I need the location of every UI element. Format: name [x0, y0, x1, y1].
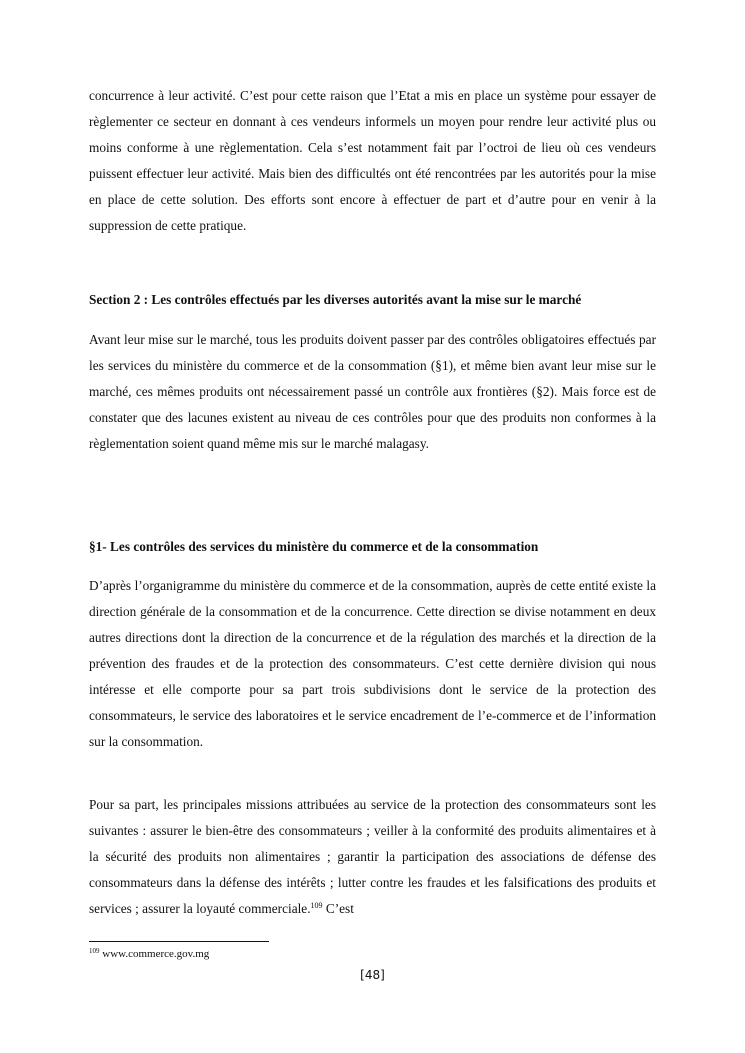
- footnote-reference: 109: [310, 901, 323, 910]
- paragraph-missions-text: Pour sa part, les principales missions attribuées au service de la protection des consommateurs sont les suivantes : assurer le bien-être des consommateurs ; veiller à la conformité des produits alimentaires et à la sécurité des produits non alimentaires ; garantir la participation des associations de défense des consommateurs dans la défense des intérêts ; lutter contre les fraudes et les falsifications des produits et services ; assurer la loyauté commerciale.: [89, 797, 656, 916]
- subsection-heading: §1- Les contrôles des services du ministère du commerce et de la consommation: [89, 539, 539, 554]
- paragraph-missions: [89, 792, 656, 922]
- footnote-text: www.commerce.gov.mg: [102, 948, 210, 960]
- paragraph-missions-tail: C’est: [322, 901, 354, 916]
- paragraph-continuation: concurrence à leur activité. C’est pour cette raison que l’Etat a mis en place un système pour essayer de règlementer ce secteur en donnant à ces vendeurs informels un moyen pour rendre leur activité plus ou moins conforme à une règlementation. Cela s’est notamment fait par l’octroi de lieu où ces vendeurs puissent effectuer leur activité. Mais bien des difficultés ont été rencontrées par les autorités pour la mise en place de cette solution. Des efforts sont encore à effectuer de part et d’autre pour en venir à la suppression de cette pratique.: [89, 88, 656, 233]
- footnote-number: 109: [89, 947, 100, 955]
- section-heading: Section 2 : Les contrôles effectués par les diverses autorités avant la mise sur le marché: [89, 292, 582, 307]
- paragraph-section-intro: Avant leur mise sur le marché, tous les produits doivent passer par des contrôles obligatoires effectués par les services du ministère du commerce et de la consommation (§1), et même bien avant leur mise sur le marché, ces mêmes produits ont nécessairement passé un contrôle aux frontières (§2). Mais force est de constater que des lacunes existent au niveau de ces contrôles pour que des produits non conformes à la règlementation soient quand même mis sur le marché malagasy.: [89, 332, 656, 451]
- paragraph-organigramme: D’après l’organigramme du ministère du commerce et de la consommation, auprès de cette entité existe la direction générale de la consommation et de la concurrence. Cette direction se divise notamment en deux autres directions dont la direction de la concurrence et de la régulation des marchés et la direction de la prévention des fraudes et de la protection des consommateurs. C’est cette dernière division qui nous intéresse et elle comporte pour sa part trois subdivisions dont le service de la protection des consommateurs, le service des laboratoires et le service encadrement de l’e-commerce et de l’information sur la consommation.: [89, 578, 656, 749]
- footnote-separator: [89, 941, 269, 942]
- footnote: [89, 948, 209, 960]
- page-number: [48]: [360, 968, 385, 982]
